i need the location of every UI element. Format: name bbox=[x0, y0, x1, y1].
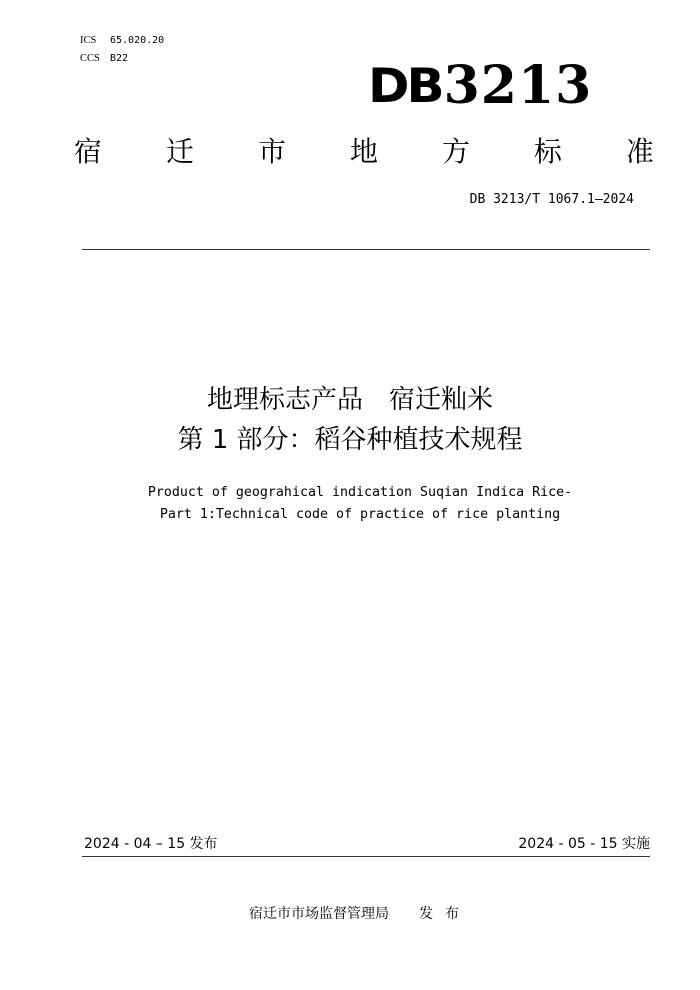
ics-classification bbox=[80, 34, 164, 48]
chinese-title-line-2: 第 1 部分：稻谷种植技术规程 bbox=[177, 425, 523, 455]
header-divider bbox=[82, 249, 650, 250]
ccs-classification bbox=[80, 52, 128, 66]
db-logo-code: 3213 bbox=[443, 55, 593, 116]
standard-type-char: 迁 bbox=[165, 135, 194, 168]
ics-label: ICS bbox=[80, 35, 97, 46]
standard-type-char: 准 bbox=[625, 135, 654, 168]
implementation-date: 2024 - 05 - 15 实施 bbox=[518, 836, 650, 852]
standard-type-char: 方 bbox=[441, 135, 470, 168]
issuer-name: 宿迁市市场监督管理局 bbox=[249, 906, 389, 922]
standard-type-char: 宿 bbox=[74, 135, 103, 168]
chinese-title-line-1: 地理标志产品 宿迁籼米 bbox=[206, 385, 493, 415]
standard-type-heading bbox=[74, 134, 654, 170]
ics-value: 65.020.20 bbox=[110, 35, 165, 46]
chinese-title bbox=[0, 380, 700, 460]
issue-date: 2024 - 04 – 15 发布 bbox=[84, 836, 218, 852]
issuer-verb: 发布 bbox=[419, 906, 471, 922]
db-logo-prefix: DB bbox=[368, 58, 442, 114]
standard-type-char: 市 bbox=[257, 135, 286, 168]
db-standard-logo bbox=[368, 55, 593, 116]
english-title-line-2: Part 1:Technical code of practice of rice planting bbox=[159, 507, 561, 522]
standard-number: DB 3213/T 1067.1—2024 bbox=[469, 192, 634, 207]
ccs-label: CCS bbox=[80, 53, 100, 64]
ccs-value: B22 bbox=[110, 53, 129, 64]
footer-divider bbox=[82, 856, 650, 857]
english-title bbox=[0, 482, 700, 526]
standard-type-char: 标 bbox=[533, 135, 562, 168]
standard-type-char: 地 bbox=[349, 135, 378, 168]
english-title-line-1: Product of geograhical indication Suqian Indica Rice- bbox=[147, 485, 573, 500]
issuing-authority bbox=[0, 903, 700, 925]
